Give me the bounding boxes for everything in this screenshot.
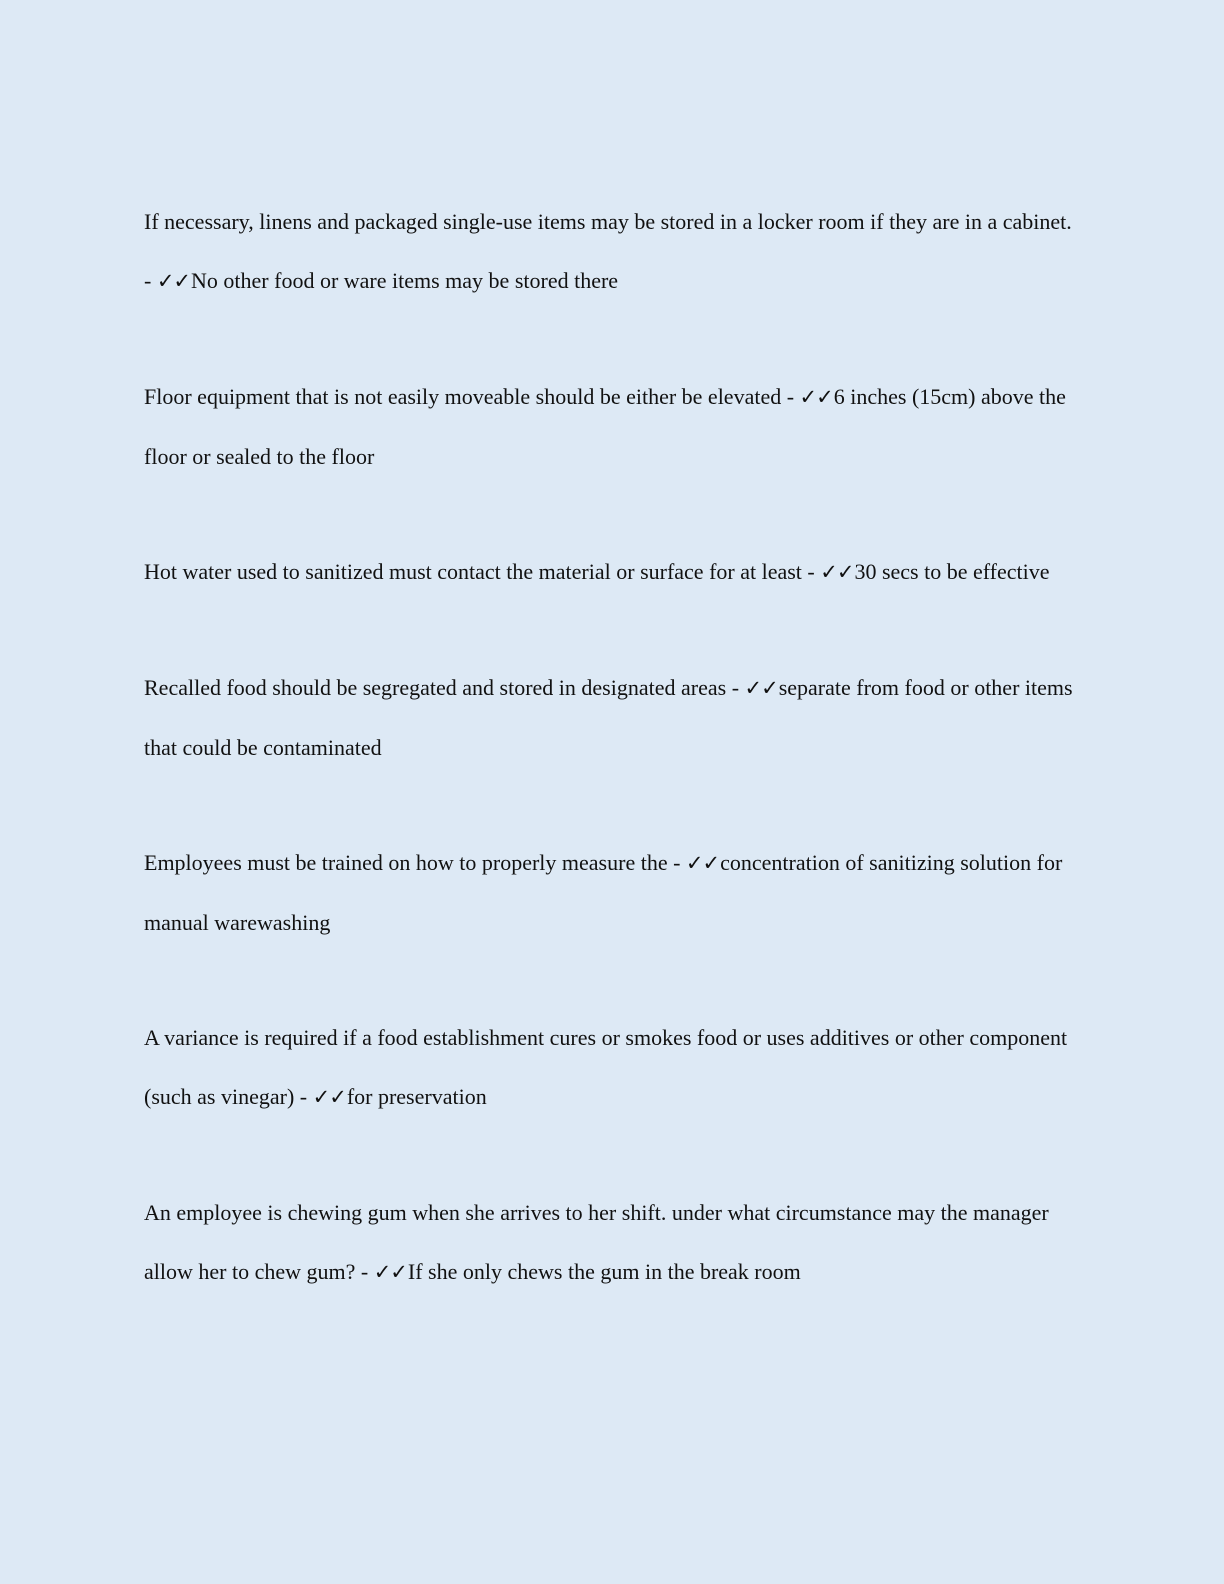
double-check-icon: ✓✓ (156, 269, 191, 293)
double-check-icon: ✓✓ (799, 385, 833, 409)
document-page (144, 192, 1084, 1358)
separator: - (294, 1084, 313, 1109)
question-text: A variance is required if a food establishment cures or smokes food or uses additives or other component (such as vinegar) (144, 1025, 1068, 1109)
separator: - (144, 268, 157, 293)
qa-item-1 (144, 192, 1084, 311)
separator: - (726, 675, 745, 700)
double-check-icon: ✓✓ (820, 560, 854, 584)
answer-text: 30 secs to be effective (854, 559, 1050, 584)
answer-text: If she only chews the gum in the break room (407, 1259, 801, 1284)
separator: - (781, 384, 800, 409)
answer-text: for preservation (346, 1084, 487, 1109)
answer-text: separate from food or other items that could be contaminated (144, 675, 1073, 760)
double-check-icon: ✓✓ (744, 676, 778, 700)
qa-item-7 (144, 1183, 1084, 1302)
answer-text: 6 inches (15cm) above the floor or sealed to the floor (144, 384, 1066, 469)
double-check-icon: ✓✓ (373, 1260, 407, 1284)
answer-text: concentration of sanitizing solution for manual warewashing (144, 850, 1063, 935)
question-text: Hot water used to sanitized must contact the material or surface for at least (144, 559, 802, 584)
double-check-icon: ✓✓ (312, 1085, 346, 1109)
qa-item-6 (144, 1008, 1084, 1127)
qa-item-3 (144, 542, 1084, 602)
qa-item-5 (144, 833, 1084, 952)
question-text: Employees must be trained on how to properly measure the (144, 850, 668, 875)
separator: - (667, 850, 686, 875)
separator: - (355, 1259, 374, 1284)
qa-item-4 (144, 658, 1084, 777)
double-check-icon: ✓✓ (685, 851, 720, 875)
question-text: Recalled food should be segregated and stored in designated areas (144, 675, 727, 700)
question-text: An employee is chewing gum when she arrives to her shift. under what circumstance may the manager allow her to chew gum? (144, 1200, 1049, 1284)
question-text: Floor equipment that is not easily moveable should be either be elevated (144, 384, 782, 409)
qa-item-2 (144, 367, 1084, 486)
question-text: If necessary, linens and packaged single-use items may be stored in a locker room if they are in a cabinet. (144, 209, 1072, 234)
separator: - (801, 559, 821, 584)
answer-text: No other food or ware items may be stored there (191, 268, 619, 293)
